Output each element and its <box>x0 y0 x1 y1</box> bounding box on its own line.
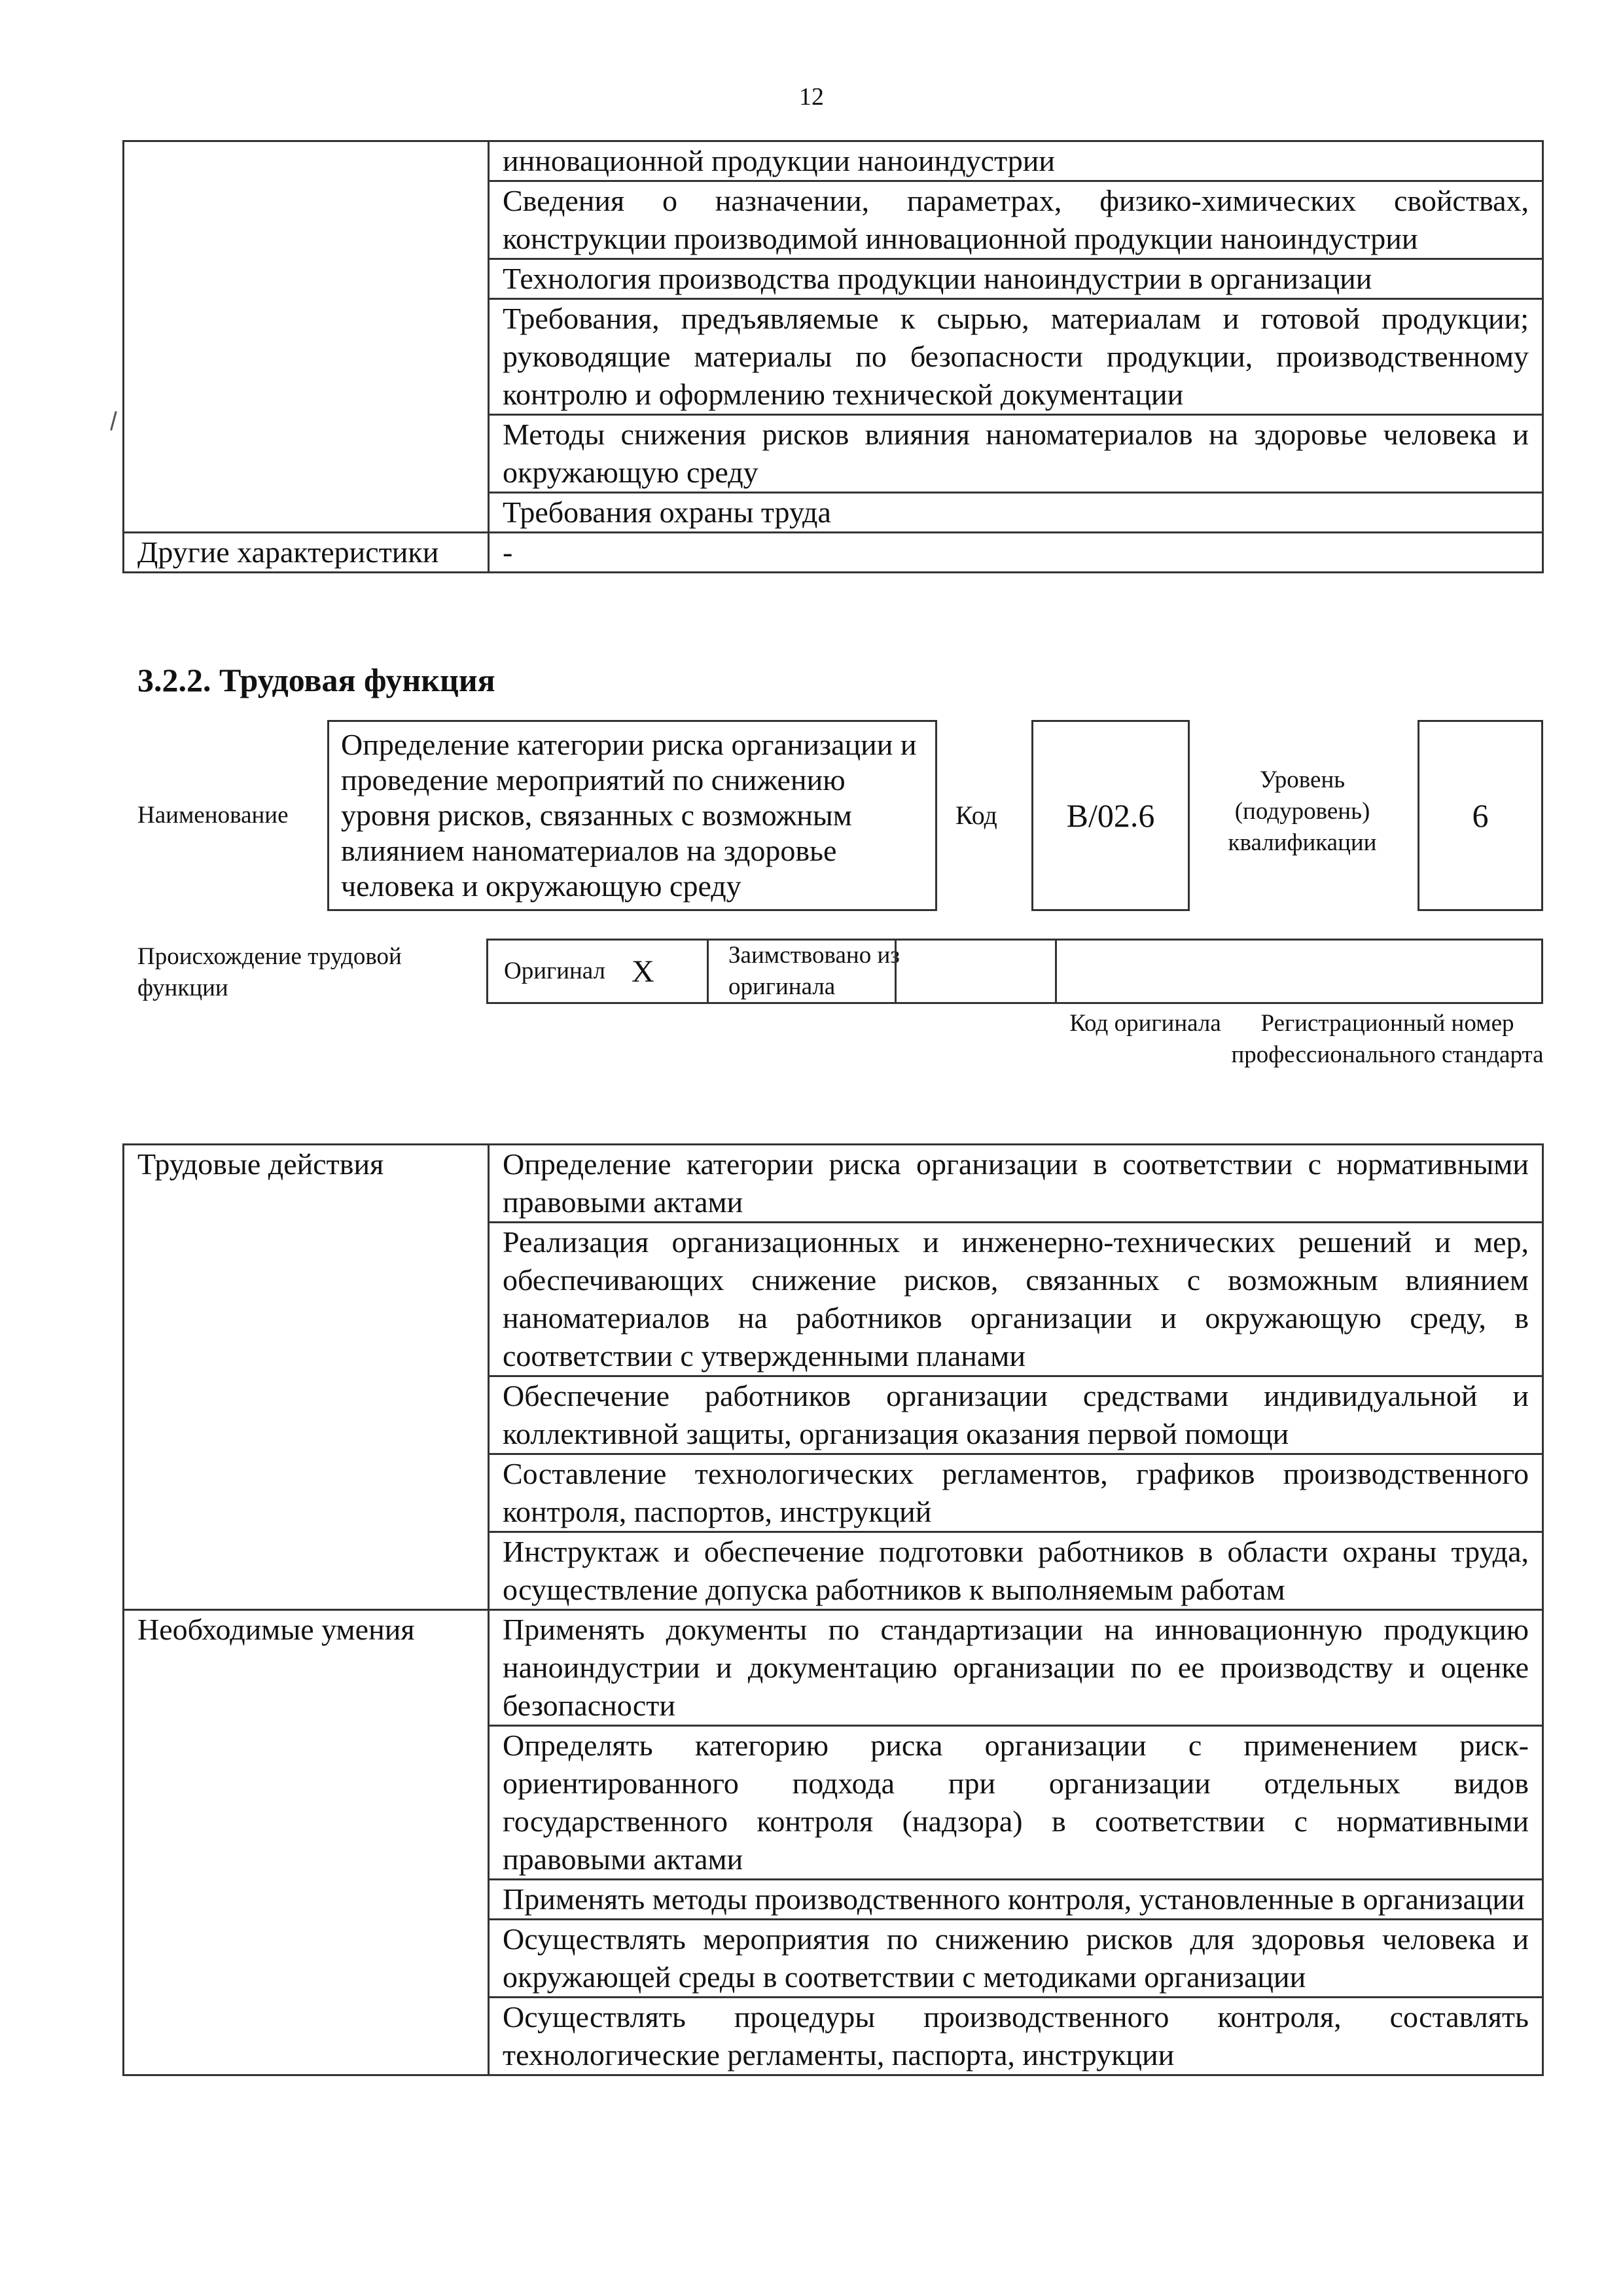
required-skills-label: Необходимые умения <box>124 1610 489 2075</box>
origin-row <box>486 939 1543 1004</box>
labor-action-item: Составление технологических регламентов, графиков производственного контроля, паспортов, инструкций <box>489 1454 1543 1532</box>
original-label: Оригинал <box>504 958 606 984</box>
other-characteristics-value: - <box>489 533 1543 573</box>
knowledge-label-cell <box>124 141 489 533</box>
level-box <box>1418 720 1543 911</box>
code-label: Код <box>955 800 997 830</box>
knowledge-item: Требования, предъявляемые к сырью, материалам и готовой продукции; руководящие материалы по безопасности продукции, производственному контролю и оформлению технической документации <box>489 299 1543 415</box>
registration-number-caption: Регистрационный номер профессионального стандарта <box>1231 1010 1544 1068</box>
labor-action-item: Определение категории риска организации в соответствии с нормативными правовыми актами <box>489 1145 1543 1223</box>
skill-item: Осуществлять процедуры производственного контроля, составлять технологические регламенты, паспорта, инструкции <box>489 1998 1543 2075</box>
table-row <box>124 141 1543 181</box>
knowledge-item: Требования охраны труда <box>489 493 1543 533</box>
knowledge-item: инновационной продукции наноиндустрии <box>489 141 1543 181</box>
section-title: 3.2.2. Трудовая функция <box>137 662 495 698</box>
knowledge-item: Технология производства продукции наноиндустрии в организации <box>489 259 1543 299</box>
function-name-box <box>327 720 937 911</box>
original-mark: X <box>632 954 654 989</box>
margin-mark <box>110 411 117 431</box>
code-box <box>1031 720 1190 911</box>
original-cell <box>486 939 709 1004</box>
skill-item: Осуществлять мероприятия по снижению рисков для здоровья человека и окружающей среды в соответствии с методиками организации <box>489 1920 1543 1998</box>
name-label: Наименование <box>137 802 289 829</box>
code-value: B/02.6 <box>1066 797 1155 834</box>
borrowed-label: Заимствовано из оригинала <box>728 942 900 1000</box>
skill-item: Определять категорию риска организации с применением риск-ориентированного подхода при организации отдельных видов государственного контроля (надзора) в соответствии с нормативными правовыми актами <box>489 1726 1543 1880</box>
knowledge-item: Методы снижения рисков влияния наноматериалов на здоровье человека и окружающую среду <box>489 415 1543 493</box>
knowledge-table <box>122 140 1544 573</box>
table-row <box>124 1610 1543 1726</box>
registration-number-cell <box>1055 939 1543 1004</box>
level-label: Уровень (подуровень) квалификации <box>1228 766 1377 856</box>
original-code-caption: Код оригинала <box>1069 1010 1221 1037</box>
labor-action-item: Обеспечение работников организации средствами индивидуальной и коллективной защиты, организация оказания первой помощи <box>489 1376 1543 1454</box>
original-code-cell <box>895 939 1057 1004</box>
labor-action-item: Реализация организационных и инженерно-технических решений и мер, обеспечивающих снижение рисков, связанных с возможным влиянием наноматериалов на работников организации и окружающую среду, в соответствии с утвержденными планами <box>489 1223 1543 1376</box>
origin-label: Происхождение трудовой функции <box>137 943 402 1001</box>
page-number: 12 <box>799 83 824 111</box>
level-value: 6 <box>1472 797 1489 834</box>
skill-item: Применять документы по стандартизации на инновационную продукцию наноиндустрии и документацию организации по ее производству и оценке безопасности <box>489 1610 1543 1726</box>
other-characteristics-label: Другие характеристики <box>124 533 489 573</box>
knowledge-item: Сведения о назначении, параметрах, физико-химических свойствах, конструкции производимой инновационной продукции наноиндустрии <box>489 181 1543 259</box>
labor-actions-label: Трудовые действия <box>124 1145 489 1610</box>
skill-item: Применять методы производственного контроля, установленные в организации <box>489 1880 1543 1920</box>
table-row <box>124 1145 1543 1223</box>
table-row <box>124 533 1543 573</box>
function-name-value: Определение категории риска организации и проведение мероприятий по снижению уровня рисков, связанных с возможным влиянием наноматериалов на здоровье человека и окружающую среду <box>341 728 917 903</box>
actions-skills-table <box>122 1143 1544 2076</box>
labor-action-item: Инструктаж и обеспечение подготовки работников в области охраны труда, осуществление допуска работников к выполняемым работам <box>489 1532 1543 1610</box>
